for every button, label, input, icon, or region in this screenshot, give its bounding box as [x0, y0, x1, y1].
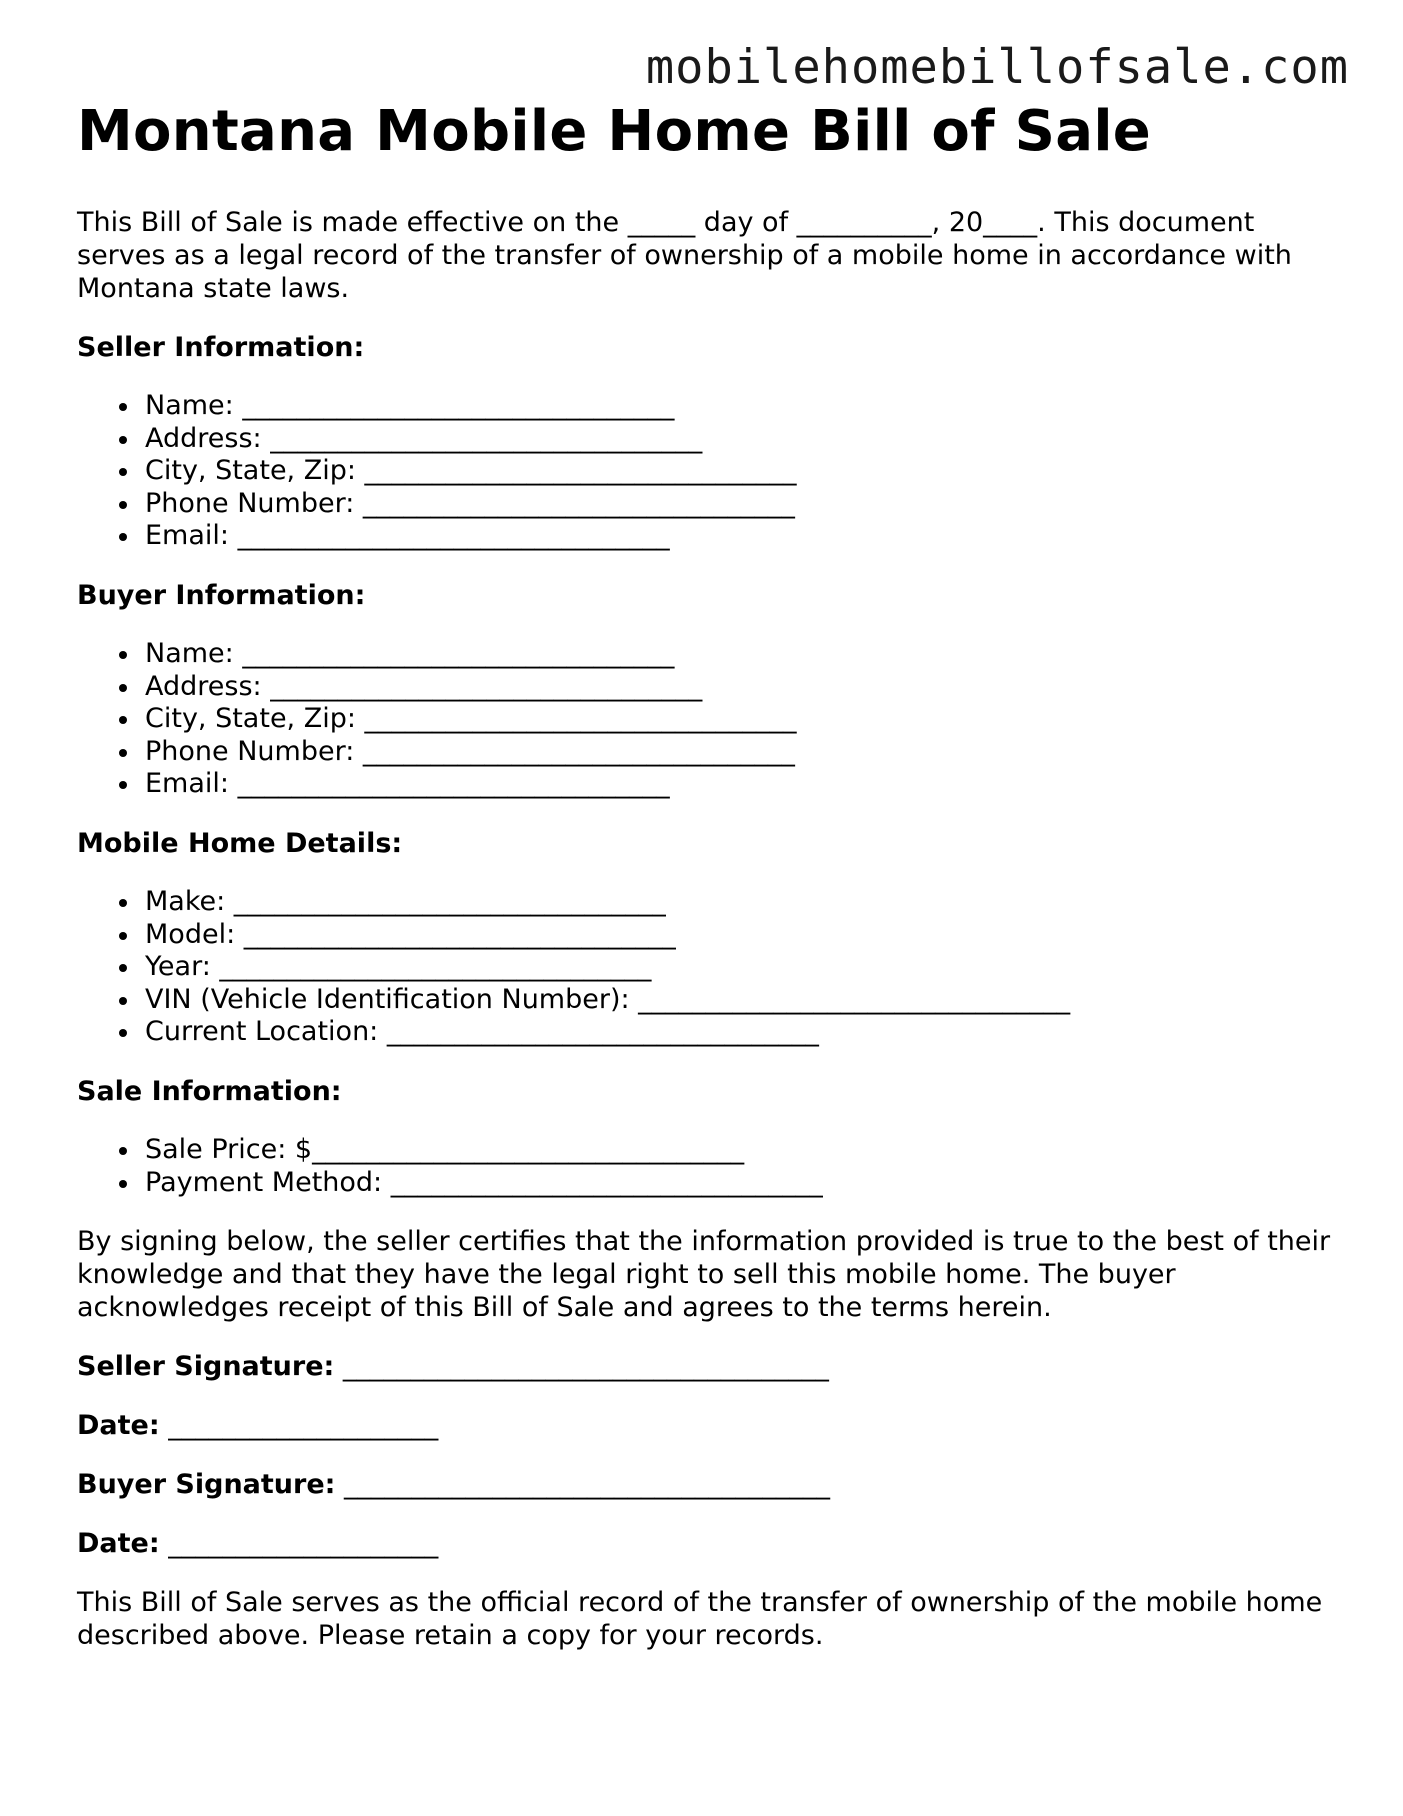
closing-paragraph: This Bill of Sale serves as the official record of the transfer of ownership of the mobile home described above. Please retain a copy for your records. [77, 1587, 1323, 1652]
home-details-heading: Mobile Home Details: [77, 827, 403, 859]
seller-signature-line[interactable]: ____________________________________ [342, 1351, 829, 1383]
home-year-field[interactable]: Year: ________________________________ [145, 951, 1347, 984]
site-watermark: mobilehomebillofsale.com [645, 40, 1349, 95]
seller-date-label: Date: [77, 1410, 160, 1442]
payment-method-field[interactable]: Payment Method: ________________________________ [145, 1167, 1347, 1200]
buyer-signature-label: Buyer Signature: [77, 1469, 336, 1501]
home-field-list [77, 886, 1347, 1049]
seller-address-field[interactable]: Address: ________________________________ [145, 423, 1347, 456]
buyer-city-state-zip-field[interactable]: City, State, Zip: ________________________________ [145, 703, 1347, 736]
buyer-date-line[interactable]: ____________________ [168, 1528, 439, 1560]
home-make-field[interactable]: Make: ________________________________ [145, 886, 1347, 919]
seller-date-row[interactable] [77, 1409, 1347, 1442]
buyer-name-field[interactable]: Name: ________________________________ [145, 638, 1347, 671]
sale-field-list [77, 1134, 1347, 1199]
buyer-date-row[interactable] [77, 1527, 1347, 1560]
buyer-signature-row[interactable] [77, 1468, 1347, 1501]
buyer-section [77, 579, 1347, 801]
home-details-section [77, 827, 1347, 1049]
seller-date-line[interactable]: ____________________ [168, 1410, 439, 1442]
seller-phone-field[interactable]: Phone Number: ________________________________ [145, 488, 1347, 521]
seller-section [77, 331, 1347, 553]
seller-heading: Seller Information: [77, 332, 365, 363]
seller-city-state-zip-field[interactable]: City, State, Zip: ________________________________ [145, 455, 1347, 488]
seller-field-list [77, 390, 1347, 553]
document-page [77, 100, 1347, 1652]
buyer-email-field[interactable]: Email: ________________________________ [145, 768, 1347, 801]
seller-signature-row[interactable] [77, 1350, 1347, 1383]
home-model-field[interactable]: Model: ________________________________ [145, 919, 1347, 952]
sale-section [77, 1075, 1347, 1199]
buyer-phone-field[interactable]: Phone Number: ________________________________ [145, 736, 1347, 769]
home-location-field[interactable]: Current Location: ________________________________ [145, 1016, 1347, 1049]
seller-name-field[interactable]: Name: ________________________________ [145, 390, 1347, 423]
intro-paragraph: This Bill of Sale is made effective on the _____ day of __________, 20____. This document serves as a legal record of the transfer of ownership of a mobile home in accordance with Montana state laws. [77, 207, 1292, 304]
document-title: Montana Mobile Home Bill of Sale [77, 99, 1152, 164]
buyer-address-field[interactable]: Address: ________________________________ [145, 671, 1347, 704]
buyer-date-label: Date: [77, 1528, 160, 1560]
sale-heading: Sale Information: [77, 1075, 342, 1107]
buyer-heading: Buyer Information: [77, 579, 366, 611]
seller-signature-label: Seller Signature: [77, 1351, 335, 1383]
home-vin-field[interactable]: VIN (Vehicle Identification Number): ________________________________ [145, 984, 1347, 1017]
seller-email-field[interactable]: Email: ________________________________ [145, 520, 1347, 553]
buyer-signature-line[interactable]: ____________________________________ [344, 1469, 831, 1501]
sale-price-field[interactable]: Sale Price: $________________________________ [145, 1134, 1347, 1167]
buyer-field-list [77, 638, 1347, 801]
certification-paragraph: By signing below, the seller certifies that the information provided is true to the best of their knowledge and that they have the legal right to sell this mobile home. The buyer acknowledges receipt of this Bill of Sale and agrees to the terms herein. [77, 1226, 1331, 1324]
